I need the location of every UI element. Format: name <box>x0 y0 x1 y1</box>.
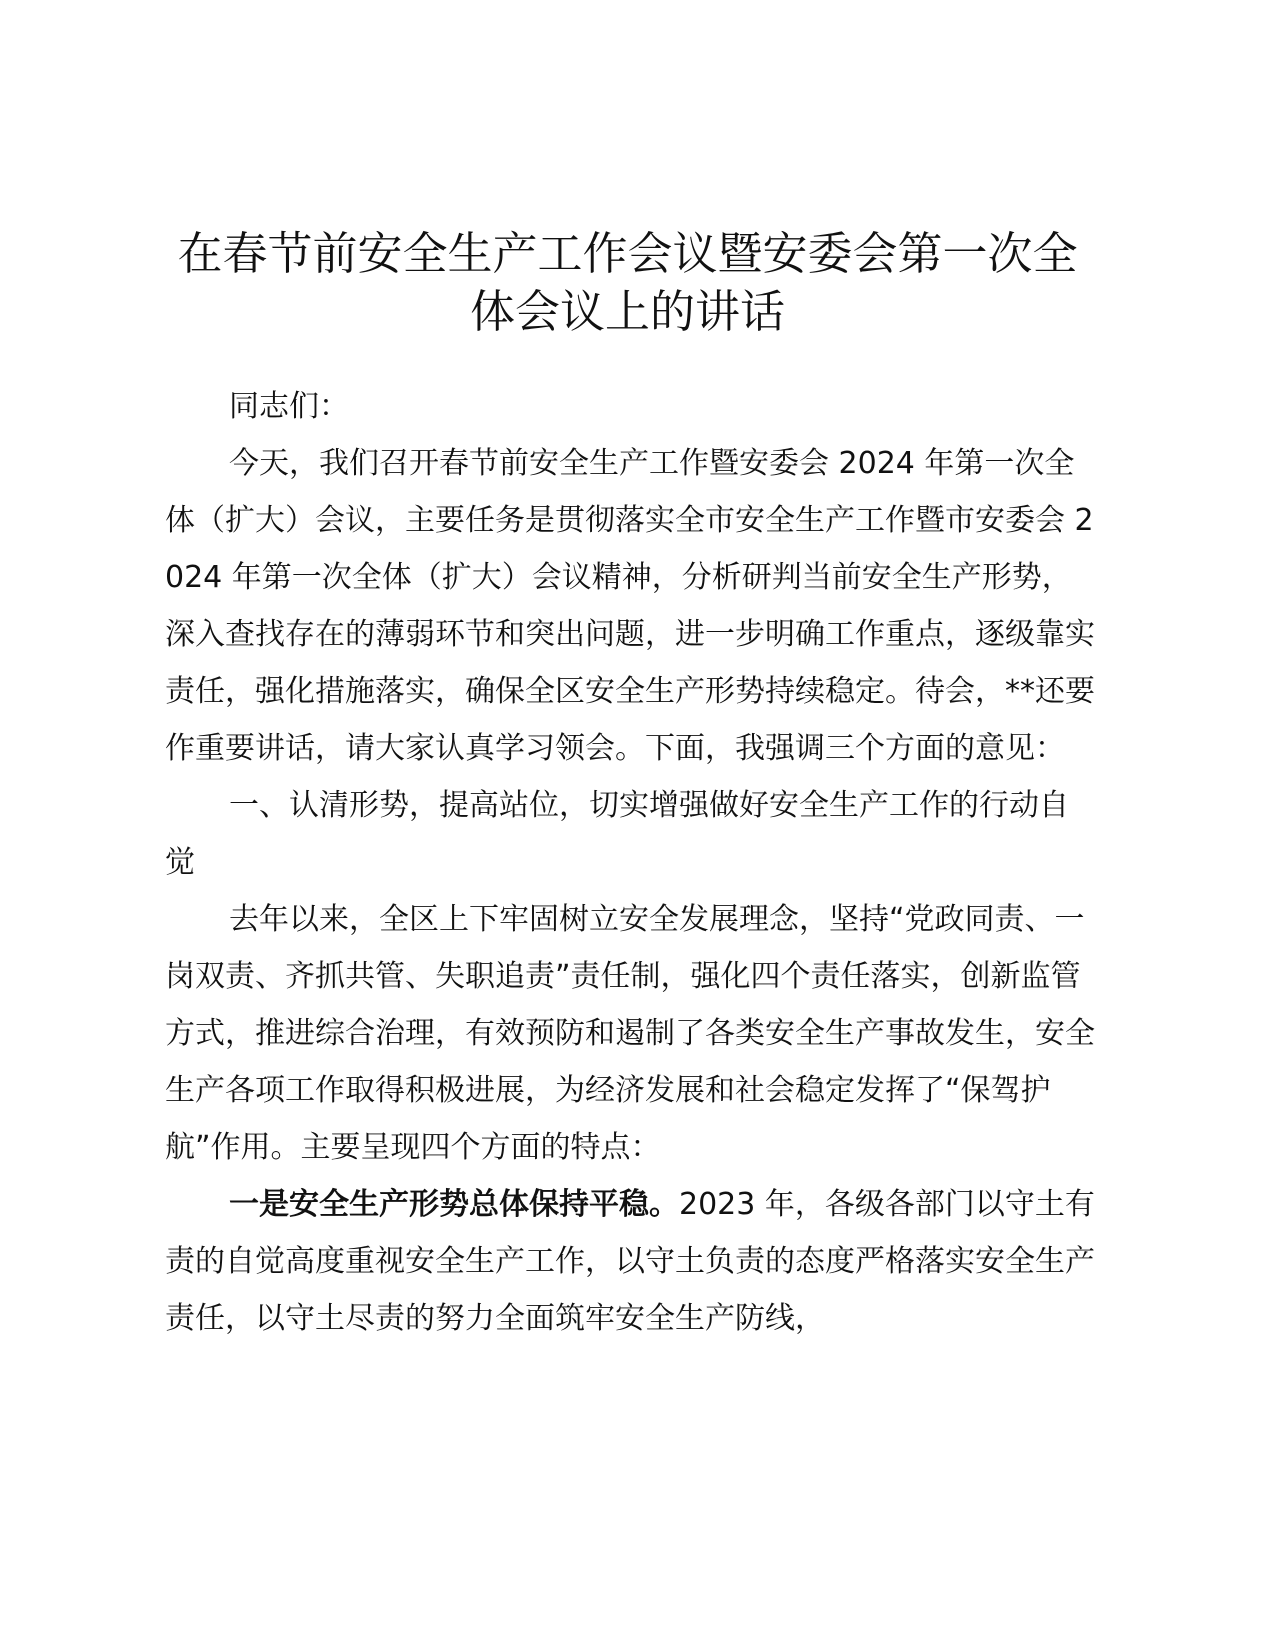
document-title <box>160 225 1095 341</box>
document-body <box>165 378 1095 1347</box>
title-line-1: 在春节前安全生产工作会议暨安委会第一次全 <box>177 227 1078 280</box>
paragraph-intro: 今天，我们召开春节前安全生产工作暨安委会 2024 年第一次全体（扩大）会议，主要任务是贯彻落实全市安全生产工作暨市安委会 2024 年第一次全体（扩大）会议精神，分析研判当前安全生产形势，深入查找存在的薄弱环节和突出问题，进一步明确工作重点，逐级靠实责任，强化措施落实，确保全区安全生产形势持续稳定。待会，**还要作重要讲话，请大家认真学习领会。下面，我强调三个方面的意见： <box>165 446 1095 766</box>
paragraph-review: 去年以来，全区上下牢固树立安全发展理念，坚持“党政同责、一岗双责、齐抓共管、失职追责”责任制，强化四个责任落实，创新监管方式，推进综合治理，有效预防和遏制了各类安全生产事故发生，安全生产各项工作取得积极进展，为经济发展和社会稳定发挥了“保驾护航”作用。主要呈现四个方面的特点： <box>165 902 1095 1165</box>
title-line-2: 体会议上的讲话 <box>469 285 785 338</box>
point-1-text: 2023 年，各级各部门以守土有责的自觉高度重视安全生产工作，以守土负责的态度严格落实安全生产责任，以守土尽责的努力全面筑牢安全生产防线， <box>165 1187 1095 1336</box>
section-heading-1: 一、认清形势，提高站位，切实增强做好安全生产工作的行动自觉 <box>165 788 1069 880</box>
salutation: 同志们： <box>229 389 349 424</box>
point-1-lead: 一是安全生产形势总体保持平稳。 <box>229 1187 679 1222</box>
paragraph-point-1 <box>165 1176 1095 1347</box>
